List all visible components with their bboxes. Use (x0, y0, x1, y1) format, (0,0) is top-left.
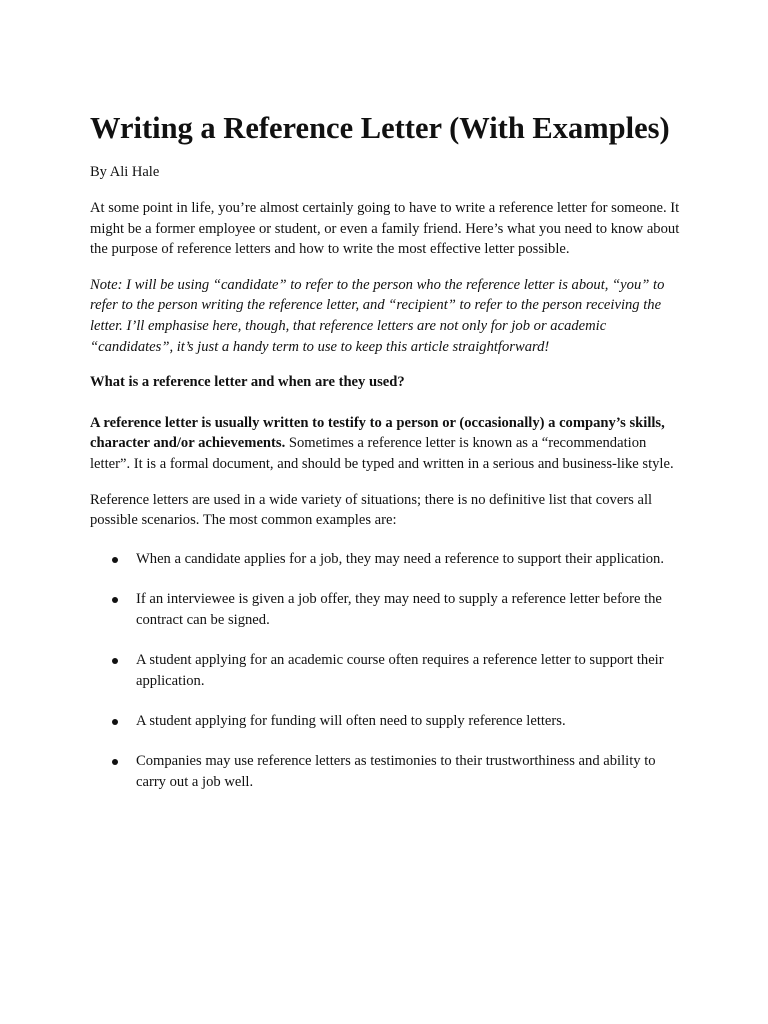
list-item-text: Companies may use reference letters as testimonies to their trustworthiness and ability to carry out a job well. (136, 752, 656, 790)
list-item-text: If an interviewee is given a job offer, they may need to supply a reference letter before the contract can be signed. (136, 590, 662, 628)
section-heading: What is a reference letter and when are they used? (90, 374, 405, 391)
list-item-text: When a candidate applies for a job, they may need a reference to support their application. (136, 550, 664, 567)
definition-bold-lead: A reference letter is usually written to testify to a person or (occasionally) a company’s skills, character and/or achievements. (90, 414, 665, 452)
bullet-icon (112, 719, 118, 725)
uses-list (90, 549, 680, 793)
note-paragraph: Note: I will be using “candidate” to refer to the person who the reference letter is about, “you” to refer to the person writing the reference letter, and “recipient” to refer to the person receiving the letter. I’ll emphasise here, though, that reference letters are not only for job or academic “candidates”, it’s just a handy term to use to keep this article straightforward! (90, 276, 665, 355)
list-item (90, 589, 680, 631)
bullet-icon (112, 557, 118, 563)
author-byline: By Ali Hale (90, 164, 160, 180)
list-item (90, 711, 680, 732)
bullet-icon (112, 759, 118, 765)
list-item (90, 650, 680, 692)
definition-paragraph (90, 413, 680, 475)
list-item-text: A student applying for an academic course often requires a reference letter to support their application. (136, 651, 664, 689)
intro-paragraph: At some point in life, you’re almost certainly going to have to write a reference letter for someone. It might be a former employee or student, or even a family friend. Here’s what you need to know about the purpose of reference letters and how to write the most effective letter possible. (90, 200, 680, 258)
document-page (90, 108, 680, 812)
bullet-icon (112, 597, 118, 603)
list-item-text: A student applying for funding will often need to supply reference letters. (136, 712, 566, 729)
list-item (90, 751, 680, 793)
uses-intro-paragraph: Reference letters are used in a wide variety of situations; there is no definitive list that covers all possible scenarios. The most common examples are: (90, 491, 653, 529)
list-item (90, 549, 680, 570)
definition-rest: Sometimes a reference letter is known as a “recommendation letter”. It is a formal document, and should be typed and written in a serious and business-like style. (90, 435, 674, 472)
bullet-icon (112, 658, 118, 664)
article-title: Writing a Reference Letter (With Examples) (90, 111, 670, 145)
